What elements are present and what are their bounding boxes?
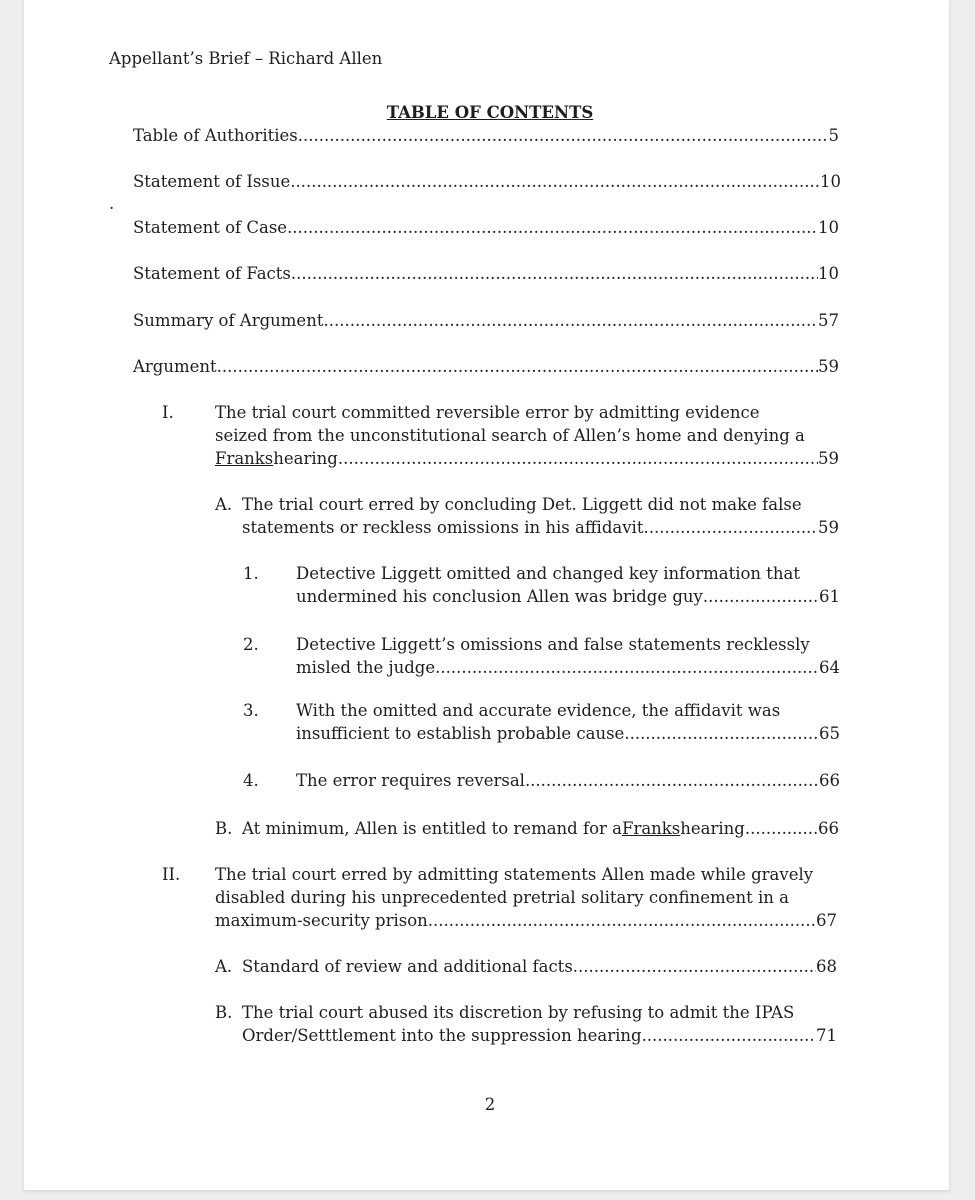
toc-entry-text: hearing (680, 819, 745, 838)
toc-entry-page: 61 (819, 587, 840, 606)
item-text: Detective Liggett omitted and changed key information that (296, 564, 801, 583)
toc-entry-text: Statement of Issue (133, 172, 291, 191)
toc-entry[interactable] (133, 309, 839, 332)
leader-dots (338, 447, 818, 470)
section-text: disabled during his unprecedented pretrial solitary confinement in a (215, 888, 789, 907)
leader-dots (323, 309, 818, 332)
toc-entry[interactable] (242, 516, 839, 539)
section-label: II. (162, 865, 181, 884)
toc-entry[interactable] (242, 817, 839, 840)
leader-dots (435, 656, 819, 679)
toc-entry-page: 57 (818, 311, 839, 330)
toc-entry-text: insufficient to establish probable cause (296, 724, 625, 743)
toc-entry-page: 10 (818, 218, 839, 237)
toc-entry-text: Standard of review and additional facts (242, 957, 573, 976)
leader-dots (298, 124, 829, 147)
toc-entry-text: Summary of Argument (133, 311, 324, 330)
stray-mark: . (109, 194, 115, 213)
subsection-text: The trial court abused its discretion by refusing to admit the IPAS (242, 1003, 795, 1022)
toc-entry[interactable] (133, 355, 839, 378)
leader-dots (290, 170, 820, 193)
toc-entry-page: 5 (828, 126, 839, 145)
toc-entry[interactable] (215, 447, 839, 470)
toc-entry-text: Order/Setttlement into the suppression hearing (242, 1026, 642, 1045)
item-label: 3. (243, 701, 259, 720)
item-text: With the omitted and accurate evidence, the affidavit was (296, 701, 781, 720)
toc-entry[interactable] (215, 909, 837, 932)
toc-entry[interactable] (296, 769, 840, 792)
section-text: The trial court committed reversible error by admitting evidence (215, 403, 760, 422)
toc-entry[interactable] (133, 216, 839, 239)
item-label: 1. (243, 564, 259, 583)
toc-entry-text: Statement of Case (133, 218, 288, 237)
section-text: seized from the unconstitutional search of Allen’s home and denying a (215, 426, 805, 445)
subsection-label: B. (215, 1003, 233, 1022)
subsection-text: The trial court erred by concluding Det. Liggett did not make false (242, 495, 802, 514)
toc-entry-page: 59 (818, 518, 839, 537)
toc-entry[interactable] (296, 656, 840, 679)
toc-entry-text: undermined his conclusion Allen was bridge guy (296, 587, 703, 606)
leader-dots (624, 722, 819, 745)
toc-entry-text: At minimum, Allen is entitled to remand for a (242, 819, 622, 838)
toc-entry-page: 59 (818, 357, 839, 376)
toc-entry-page: 59 (818, 449, 839, 468)
leader-dots (703, 585, 819, 608)
leader-dots (745, 817, 818, 840)
leader-dots (217, 355, 818, 378)
section-label: I. (162, 403, 174, 422)
leader-dots (642, 1024, 816, 1047)
toc-entry[interactable] (242, 955, 837, 978)
toc-entry[interactable] (133, 170, 841, 193)
toc-entry-text: maximum-security prison (215, 911, 428, 930)
toc-entry-page: 66 (819, 771, 840, 790)
leader-dots (525, 769, 819, 792)
toc-entry[interactable] (296, 722, 840, 745)
item-label: 4. (243, 771, 259, 790)
toc-entry-text: hearing (273, 449, 338, 468)
case-name: Franks (622, 819, 681, 838)
toc-entry-text: Statement of Facts (133, 264, 291, 283)
toc-entry[interactable] (242, 1024, 837, 1047)
toc-entry-page: 68 (816, 957, 837, 976)
page-title: TABLE OF CONTENTS (386, 103, 594, 122)
leader-dots (291, 262, 818, 285)
toc-entry-text: Table of Authorities (133, 126, 298, 145)
toc-entry-text: misled the judge (296, 658, 436, 677)
running-header: Appellant’s Brief – Richard Allen (109, 49, 383, 68)
toc-entry-page: 65 (819, 724, 840, 743)
toc-entry-text: statements or reckless omissions in his affidavit (242, 518, 644, 537)
item-label: 2. (243, 635, 259, 654)
case-name: Franks (215, 449, 274, 468)
toc-entry-page: 66 (818, 819, 839, 838)
leader-dots (287, 216, 818, 239)
toc-entry-page: 64 (819, 658, 840, 677)
toc-entry[interactable] (133, 262, 839, 285)
leader-dots (573, 955, 816, 978)
toc-entry-page: 10 (820, 172, 841, 191)
subsection-label: A. (215, 957, 233, 976)
toc-entry-text: The error requires reversal (296, 771, 525, 790)
subsection-label: B. (215, 819, 233, 838)
item-text: Detective Liggett’s omissions and false statements recklessly (296, 635, 810, 654)
page-number: 2 (484, 1095, 496, 1114)
toc-entry[interactable] (296, 585, 840, 608)
toc-entry[interactable] (133, 124, 839, 147)
toc-entry-page: 71 (816, 1026, 837, 1045)
leader-dots (428, 909, 816, 932)
toc-entry-page: 10 (818, 264, 839, 283)
subsection-label: A. (215, 495, 233, 514)
section-text: The trial court erred by admitting statements Allen made while gravely (215, 865, 814, 884)
toc-entry-page: 67 (816, 911, 837, 930)
toc-entry-text: Argument (133, 357, 217, 376)
leader-dots (643, 516, 818, 539)
